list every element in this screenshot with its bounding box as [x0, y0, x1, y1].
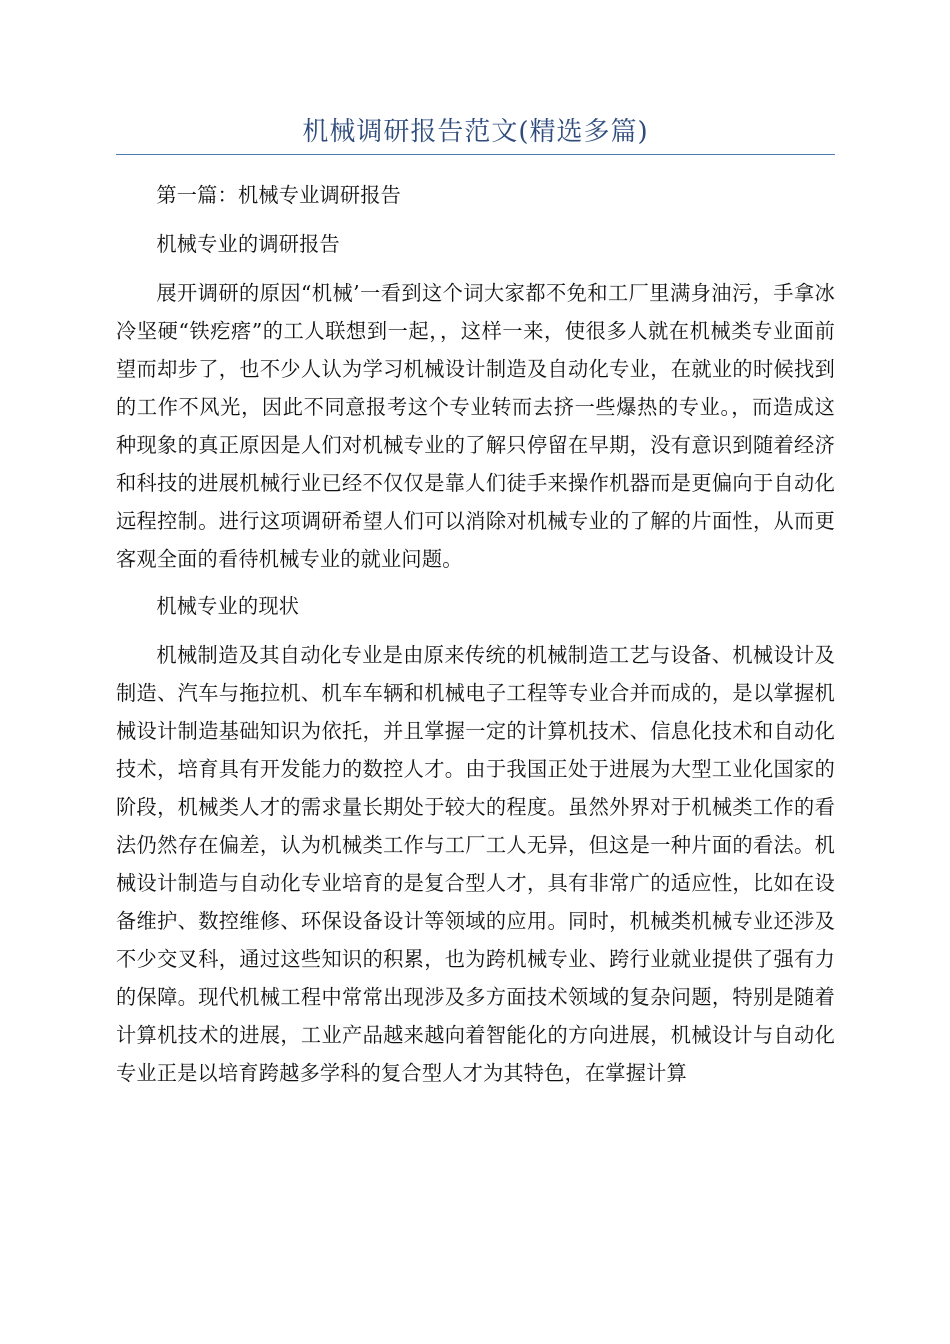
- report-subtitle: 机械专业的调研报告: [156, 232, 340, 256]
- document-title: 机械调研报告范文(精选多篇): [302, 117, 649, 147]
- section-heading-status: 机械专业的现状: [156, 594, 300, 618]
- section-heading-part-one: 第一篇：机械专业调研报告: [156, 183, 402, 207]
- title-underline: [116, 154, 835, 155]
- document-body: [116, 176, 835, 1101]
- paragraph-research-reason: 展开调研的原因“机械’一看到这个词大家都不免和工厂里满身油污，手拿冰冷坚硬“铁疙瘩”的工人联想到一起，，这样一来，使很多人就在机械类专业面前望而却步了，也不少人认为学习机械设计制造及自动化专业，在就业的时候找到的工作不风光，因此不同意报考这个专业转而去挤一些爆热的专业。，而造成这种现象的真正原因是人们对机械专业的了解只停留在早期，没有意识到随着经济和科技的进展机械行业已经不仅仅是靠人们徒手来操作机器而是更偏向于自动化远程控制。进行这项调研希望人们可以消除对机械专业的了解的片面性，从而更客观全面的看待机械专业的就业问题。: [116, 281, 835, 571]
- paragraph-major-status: 机械制造及其自动化专业是由原来传统的机械制造工艺与设备、机械设计及制造、汽车与拖拉机、机车车辆和机械电子工程等专业合并而成的，是以掌握机械设计制造基础知识为依托，并且掌握一定的计算机技术、信息化技术和自动化技术，培育具有开发能力的数控人才。由于我国正处于进展为大型工业化国家的阶段，机械类人才的需求量长期处于较大的程度。虽然外界对于机械类工作的看法仍然存在偏差，认为机械类工作与工厂工人无异，但这是一种片面的看法。机械设计制造与自动化专业培育的是复合型人才，具有非常广的适应性，比如在设备维护、数控维修、环保设备设计等领域的应用。同时，机械类机械专业还涉及不少交叉科，通过这些知识的积累，也为跨机械专业、跨行业就业提供了强有力的保障。现代机械工程中常常出现涉及多方面技术领域的复杂问题，特别是随着计算机技术的进展，工业产品越来越向着智能化的方向进展，机械设计与自动化专业正是以培育跨越多学科的复合型人才为其特色，在掌握计算: [116, 643, 835, 1085]
